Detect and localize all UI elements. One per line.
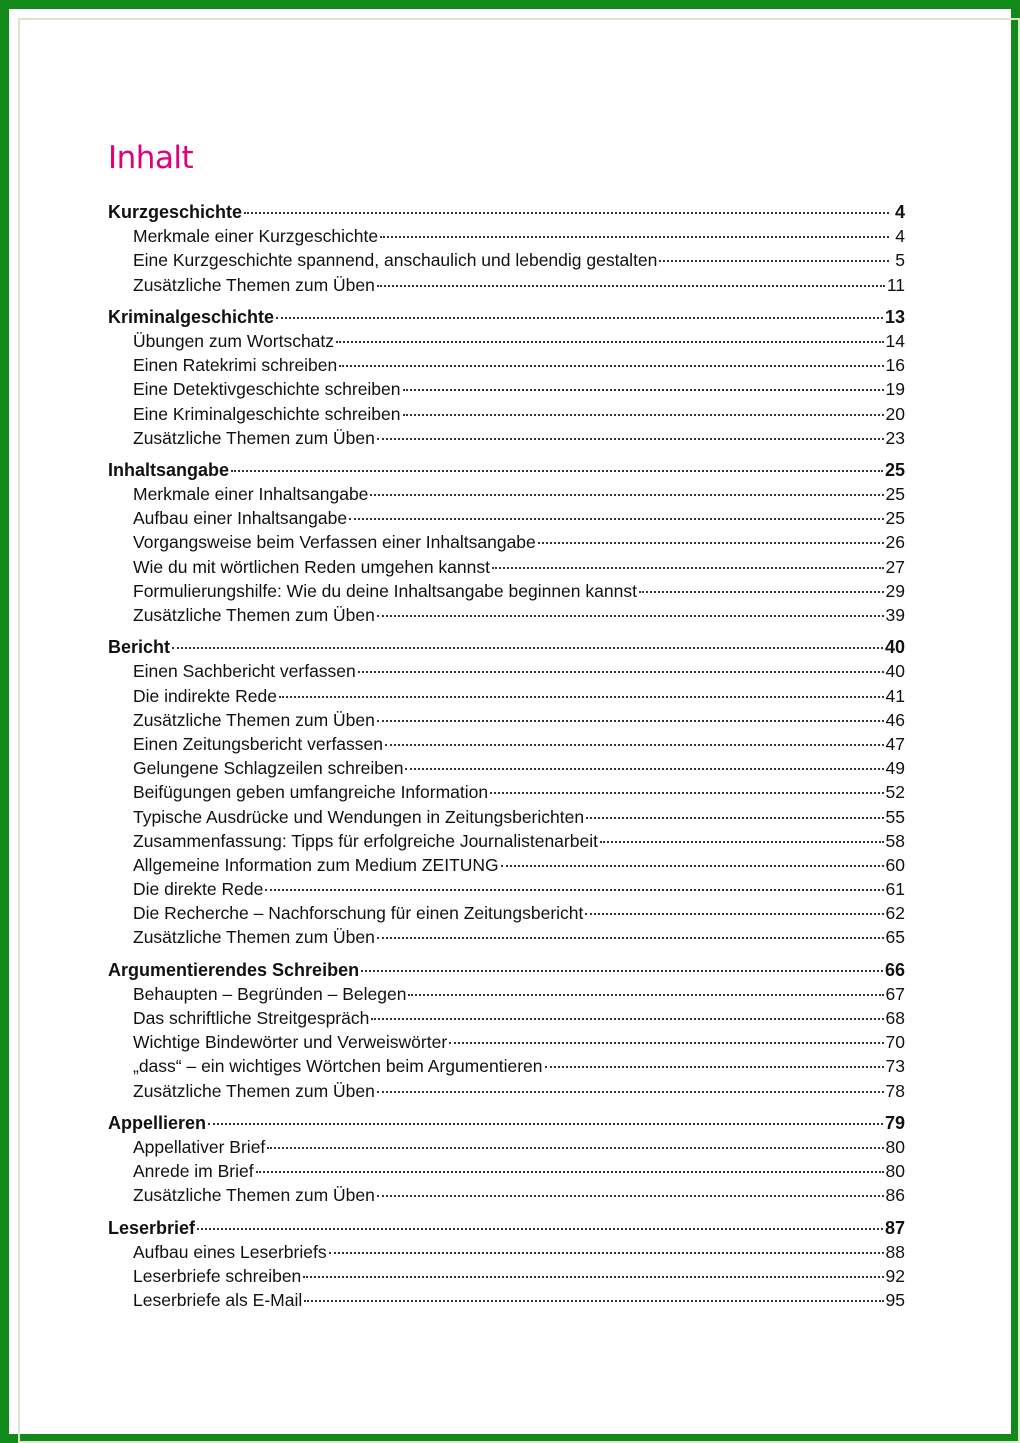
toc-section xyxy=(108,305,905,450)
toc-dot-leader xyxy=(371,1018,883,1020)
toc-dot-leader xyxy=(403,414,884,416)
toc-chapter-entry[interactable] xyxy=(108,458,905,482)
toc-entry[interactable] xyxy=(108,506,905,530)
toc-entry-page-number: 67 xyxy=(885,983,905,1004)
toc-dot-leader xyxy=(659,260,889,262)
toc-entry-page-number: 80 xyxy=(885,1161,905,1182)
toc-entry-title: Allgemeine Information zum Medium ZEITUNG xyxy=(133,854,499,875)
toc-chapter-page-number: 25 xyxy=(884,459,905,480)
toc-entry-title: Merkmale einer Inhaltsangabe xyxy=(133,484,369,505)
toc-dot-leader xyxy=(361,970,883,972)
toc-entry[interactable] xyxy=(108,555,905,579)
toc-dot-leader xyxy=(405,768,883,770)
toc-dot-leader xyxy=(339,365,883,367)
toc-entry-page-number: 25 xyxy=(885,484,905,505)
toc-entry-page-number: 46 xyxy=(885,709,905,730)
toc-entry-page-number: 70 xyxy=(885,1032,905,1053)
toc-chapter-entry[interactable] xyxy=(108,635,905,659)
toc-dot-leader xyxy=(380,236,889,238)
toc-dot-leader xyxy=(545,1066,884,1068)
toc-dot-leader xyxy=(538,542,884,544)
toc-entry-title: „dass“ – ein wichtiges Wörtchen beim Argumentieren xyxy=(133,1056,543,1077)
toc-entry-page-number: 61 xyxy=(885,879,905,900)
toc-entry-title: Leserbriefe als E-Mail xyxy=(133,1290,303,1311)
toc-entry-title: Merkmale einer Kurzgeschichte xyxy=(133,226,379,247)
toc-entry-title: Zusätzliche Themen zum Üben xyxy=(133,274,375,295)
toc-dot-leader xyxy=(585,913,883,915)
toc-entry-title: Typische Ausdrücke und Wendungen in Zeitungsberichten xyxy=(133,806,585,827)
toc-dot-leader xyxy=(377,1195,884,1197)
toc-chapter-title: Argumentierendes Schreiben xyxy=(108,959,360,980)
toc-dot-leader xyxy=(244,212,889,214)
toc-entry[interactable] xyxy=(108,805,905,829)
toc-entry[interactable] xyxy=(108,853,905,877)
toc-entry[interactable] xyxy=(108,426,905,450)
toc-entry-title: Aufbau eines Leserbriefs xyxy=(133,1241,327,1262)
toc-chapter-page-number: 13 xyxy=(884,306,905,327)
toc-entry[interactable] xyxy=(108,1288,905,1312)
toc-entry-title: Die Recherche – Nachforschung für einen Zeitungsbericht xyxy=(133,903,584,924)
toc-entry-title: Zusätzliche Themen zum Üben xyxy=(133,927,375,948)
toc-entry[interactable] xyxy=(108,1159,905,1183)
toc-chapter-title: Leserbrief xyxy=(108,1217,196,1238)
toc-entry-title: Behaupten – Begründen – Belegen xyxy=(133,983,407,1004)
toc-chapter-page-number: 40 xyxy=(884,637,905,658)
toc-section xyxy=(108,200,905,297)
toc-entry[interactable] xyxy=(108,684,905,708)
toc-chapter-page-number: 66 xyxy=(884,959,905,980)
toc-entry-page-number: 95 xyxy=(885,1290,905,1311)
toc-entry-page-number: 58 xyxy=(885,830,905,851)
toc-dot-leader xyxy=(490,792,883,794)
toc-dot-leader xyxy=(358,671,884,673)
toc-entry[interactable] xyxy=(108,708,905,732)
toc-entry[interactable] xyxy=(108,224,905,248)
toc-entry-page-number: 27 xyxy=(885,556,905,577)
toc-entry[interactable] xyxy=(108,925,905,949)
toc-dot-leader xyxy=(279,696,884,698)
toc-entry-title: Aufbau einer Inhaltsangabe xyxy=(133,508,348,529)
toc-entry[interactable] xyxy=(108,248,905,272)
toc-chapter-entry[interactable] xyxy=(108,958,905,982)
toc-entry[interactable] xyxy=(108,482,905,506)
toc-entry[interactable] xyxy=(108,829,905,853)
toc-section xyxy=(108,1111,905,1208)
toc-entry-title: Zusätzliche Themen zum Üben xyxy=(133,709,375,730)
toc-entry-title: Eine Kriminalgeschichte schreiben xyxy=(133,403,401,424)
toc-entry-page-number: 86 xyxy=(885,1185,905,1206)
toc-chapter-title: Bericht xyxy=(108,637,171,658)
toc-entry[interactable] xyxy=(108,273,905,297)
toc-entry[interactable] xyxy=(108,901,905,925)
toc-entry-page-number: 62 xyxy=(885,903,905,924)
toc-entry-page-number: 4 xyxy=(895,226,905,247)
toc-dot-leader xyxy=(267,1147,883,1149)
toc-dot-leader xyxy=(329,1252,884,1254)
toc-entry-title: Übungen zum Wortschatz xyxy=(133,330,335,351)
toc-entry-page-number: 80 xyxy=(885,1136,905,1157)
toc-entry-title: Formulierungshilfe: Wie du deine Inhaltsangabe beginnen kannst xyxy=(133,580,637,601)
toc-dot-leader xyxy=(600,841,884,843)
toc-dot-leader xyxy=(377,937,884,939)
toc-entry-page-number: 25 xyxy=(885,508,905,529)
toc-entry-title: Die direkte Rede xyxy=(133,879,264,900)
toc-chapter-entry[interactable] xyxy=(108,1111,905,1135)
toc-dot-leader xyxy=(370,494,883,496)
toc-entry[interactable] xyxy=(108,579,905,603)
toc-entry-title: Gelungene Schlagzeilen schreiben xyxy=(133,758,404,779)
toc-entry[interactable] xyxy=(108,329,905,353)
toc-dot-leader xyxy=(377,438,884,440)
toc-entry-title: Die indirekte Rede xyxy=(133,685,277,706)
toc-entry-title: Zusätzliche Themen zum Üben xyxy=(133,1080,375,1101)
toc-chapter-title: Appellieren xyxy=(108,1112,207,1133)
toc-entry-page-number: 5 xyxy=(895,250,905,271)
toc-dot-leader xyxy=(304,1300,883,1302)
toc-dot-leader xyxy=(197,1228,883,1230)
toc-entry-page-number: 40 xyxy=(885,661,905,682)
toc-chapter-entry[interactable] xyxy=(108,1216,905,1240)
toc-entry-title: Leserbriefe schreiben xyxy=(133,1265,302,1286)
toc-entry-page-number: 47 xyxy=(885,733,905,754)
toc-entry-page-number: 88 xyxy=(885,1241,905,1262)
toc-dot-leader xyxy=(586,817,883,819)
toc-dot-leader xyxy=(377,1091,884,1093)
toc-dot-leader xyxy=(403,389,884,391)
toc-entry-title: Wichtige Bindewörter und Verweiswörter xyxy=(133,1032,448,1053)
toc-entry-title: Zusätzliche Themen zum Üben xyxy=(133,427,375,448)
toc-entry-page-number: 16 xyxy=(885,355,905,376)
toc-chapter-entry[interactable] xyxy=(108,200,905,224)
toc-entry[interactable] xyxy=(108,402,905,426)
toc-entry[interactable] xyxy=(108,530,905,554)
toc-section xyxy=(108,458,905,627)
toc-entry-title: Zusätzliche Themen zum Üben xyxy=(133,1185,375,1206)
toc-section xyxy=(108,1216,905,1313)
toc-entry-page-number: 14 xyxy=(885,330,905,351)
toc-entry-title: Anrede im Brief xyxy=(133,1161,254,1182)
toc-entry-title: Einen Zeitungsbericht verfassen xyxy=(133,733,383,754)
toc-entry[interactable] xyxy=(108,1135,905,1159)
toc-entry-page-number: 60 xyxy=(885,854,905,875)
toc-entry[interactable] xyxy=(108,1079,905,1103)
toc-entry-title: Einen Ratekrimi schreiben xyxy=(133,355,338,376)
toc-entry[interactable] xyxy=(108,780,905,804)
toc-entry[interactable] xyxy=(108,1006,905,1030)
toc-entry-page-number: 68 xyxy=(885,1008,905,1028)
toc-chapter-title: Inhaltsangabe xyxy=(108,459,230,480)
toc-entry-page-number: 55 xyxy=(885,806,905,827)
toc-section xyxy=(108,958,905,1103)
toc-dot-leader xyxy=(256,1171,884,1173)
toc-dot-leader xyxy=(349,518,883,520)
toc-entry-page-number: 92 xyxy=(885,1265,905,1286)
toc-section xyxy=(108,635,905,949)
toc-entry-page-number: 78 xyxy=(885,1080,905,1101)
toc-entry-title: Zusammenfassung: Tipps für erfolgreiche Journalistenarbeit xyxy=(133,830,598,851)
toc-chapter-page-number: 87 xyxy=(884,1217,905,1238)
page-title: Inhalt xyxy=(108,140,194,176)
toc-entry-page-number: 52 xyxy=(885,782,905,803)
toc-entry[interactable] xyxy=(108,732,905,756)
toc-entry[interactable] xyxy=(108,1183,905,1207)
toc-entry-title: Zusätzliche Themen zum Üben xyxy=(133,605,375,625)
toc-entry-title: Appellativer Brief xyxy=(133,1136,266,1157)
toc-entry[interactable] xyxy=(108,1054,905,1078)
toc-entry-page-number: 26 xyxy=(885,532,905,553)
toc-entry-page-number: 19 xyxy=(885,379,905,400)
toc-entry-title: Eine Detektivgeschichte schreiben xyxy=(133,379,401,400)
toc-entry[interactable] xyxy=(108,877,905,901)
toc-chapter-page-number: 4 xyxy=(894,202,905,222)
toc-entry[interactable] xyxy=(108,982,905,1006)
toc-entry-title: Einen Sachbericht verfassen xyxy=(133,661,356,682)
toc-entry-title: Wie du mit wörtlichen Reden umgehen kannst xyxy=(133,556,490,577)
toc-dot-leader xyxy=(492,567,884,569)
toc-dot-leader xyxy=(501,865,884,867)
toc-chapter-page-number: 79 xyxy=(884,1112,905,1133)
toc-dot-leader xyxy=(639,591,884,593)
toc-entry-title: Das schriftliche Streitgespräch xyxy=(133,1008,370,1028)
toc-dot-leader xyxy=(449,1042,883,1044)
toc-entry[interactable] xyxy=(108,1264,905,1288)
toc-dot-leader xyxy=(385,744,884,746)
toc-chapter-title: Kriminalgeschichte xyxy=(108,306,275,327)
toc-dot-leader xyxy=(377,615,884,617)
toc-entry-title: Vorgangsweise beim Verfassen einer Inhaltsangabe xyxy=(133,532,536,553)
toc-entry[interactable] xyxy=(108,756,905,780)
toc-entry-page-number: 39 xyxy=(885,605,905,625)
toc-entry-page-number: 49 xyxy=(885,758,905,779)
toc-dot-leader xyxy=(265,889,883,891)
table-of-contents xyxy=(108,200,905,1320)
toc-entry-page-number: 41 xyxy=(885,685,905,706)
toc-dot-leader xyxy=(377,720,884,722)
toc-entry-page-number: 29 xyxy=(885,580,905,601)
toc-dot-leader xyxy=(231,470,883,472)
toc-entry-page-number: 65 xyxy=(885,927,905,948)
toc-chapter-entry[interactable] xyxy=(108,305,905,329)
toc-dot-leader xyxy=(408,994,883,996)
toc-entry[interactable] xyxy=(108,1240,905,1264)
toc-dot-leader xyxy=(377,285,885,287)
toc-dot-leader xyxy=(208,1123,883,1125)
toc-entry-page-number: 73 xyxy=(885,1056,905,1077)
toc-entry[interactable] xyxy=(108,1030,905,1054)
toc-chapter-title: Kurzgeschichte xyxy=(108,202,243,222)
toc-entry-page-number: 11 xyxy=(886,274,905,295)
toc-dot-leader xyxy=(303,1276,883,1278)
toc-entry[interactable] xyxy=(108,603,905,627)
toc-dot-leader xyxy=(336,341,884,343)
toc-entry-page-number: 20 xyxy=(885,403,905,424)
toc-entry-page-number: 23 xyxy=(885,427,905,448)
toc-entry-title: Eine Kurzgeschichte spannend, anschaulich und lebendig gestalten xyxy=(133,250,658,271)
toc-dot-leader xyxy=(172,647,883,649)
toc-entry[interactable] xyxy=(108,377,905,401)
toc-entry-title: Beifügungen geben umfangreiche Information xyxy=(133,782,489,803)
toc-dot-leader xyxy=(276,317,883,319)
toc-entry[interactable] xyxy=(108,353,905,377)
toc-entry[interactable] xyxy=(108,659,905,683)
